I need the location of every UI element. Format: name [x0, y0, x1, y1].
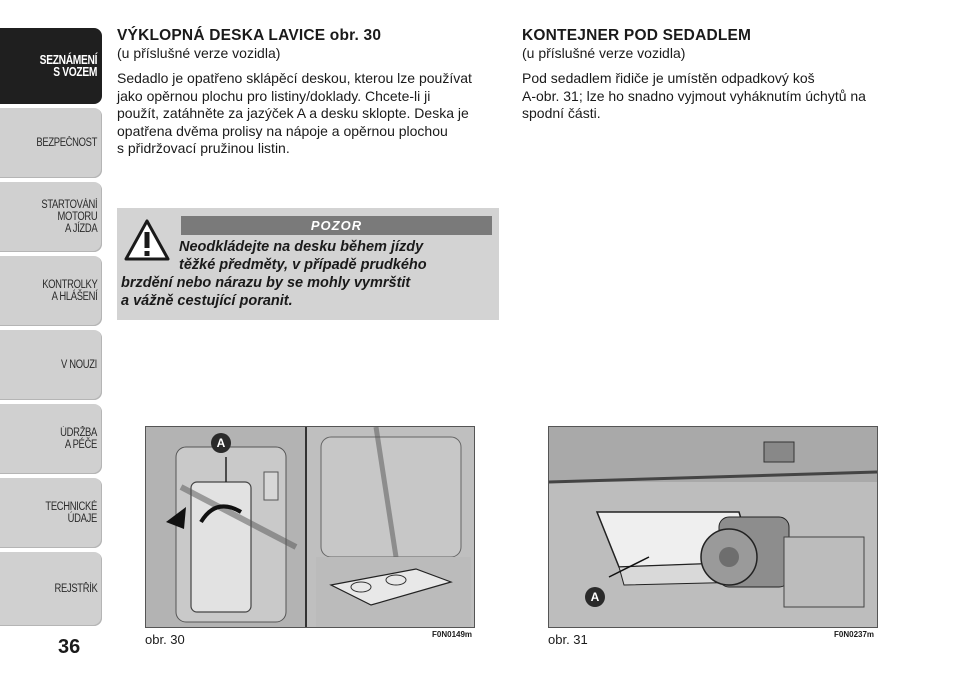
- tab-label: ÚDRŽBA A PÉČE: [60, 427, 98, 451]
- figure-30-image: [145, 426, 475, 628]
- warning-text: [121, 238, 493, 310]
- section-body: Sedadlo je opatřeno sklápěcí deskou, kterou lze používat jako opěrnou plochu pro listiny/doklady. Chcete-li ji použít, zatáhněte za jazýček A a desku sklopte. Deska je opatřena dvěma prolisy na nápoje a opěrnou plochou s přidržovací pružinou listin.: [117, 70, 472, 156]
- warning-line: a vážně cestující poranit.: [121, 293, 293, 309]
- tab-seznameni-s-vozem[interactable]: [0, 28, 102, 104]
- tab-kontrolky[interactable]: [0, 256, 102, 326]
- tab-label: REJSTŘÍK: [54, 583, 98, 595]
- tab-bezpecnost[interactable]: [0, 108, 102, 178]
- tab-startovani-motoru[interactable]: [0, 182, 102, 252]
- warning-box: [117, 208, 499, 320]
- section-folding-table: [117, 26, 505, 158]
- tab-label: TECHNICKÉ ÚDAJE: [45, 501, 98, 525]
- figure-caption: obr. 31: [548, 632, 588, 647]
- section-title: VÝKLOPNÁ DESKA LAVICE obr. 30: [117, 27, 382, 44]
- marker-a-badge: A: [211, 433, 231, 453]
- section-body: Pod sedadlem řidiče je umístěn odpadkový koš A-obr. 31; lze ho snadno vyjmout vyháknutím úchytů na spodní části.: [522, 70, 866, 121]
- tab-label: KONTROLKY A HLÁŠENÍ: [41, 279, 98, 303]
- warning-line: těžké předměty, v případě prudkého: [179, 257, 427, 273]
- tab-rejstrik[interactable]: [0, 552, 102, 626]
- tab-label: SEZNÁMENÍ S VOZEM: [39, 53, 98, 79]
- warning-header: POZOR: [181, 216, 492, 235]
- figure-code: F0N0237m: [834, 630, 875, 639]
- tab-label: STARTOVÁNÍ MOTORU A JÍZDA: [41, 199, 98, 235]
- section-title: KONTEJNER POD SEDADLEM: [522, 27, 752, 44]
- tab-technicke-udaje[interactable]: [0, 478, 102, 548]
- warning-line: brzdění nebo nárazu by se mohly vymrštit: [121, 275, 411, 291]
- section-subtitle: (u příslušné verze vozidla): [117, 45, 281, 61]
- page-number: 36: [58, 636, 81, 658]
- tab-udrzba[interactable]: [0, 404, 102, 474]
- section-subtitle: (u příslušné verze vozidla): [522, 45, 686, 61]
- seat-table-illustration: [146, 427, 474, 627]
- tab-label: BEZPEČNOST: [36, 137, 98, 149]
- figure-code: F0N0149m: [432, 630, 473, 639]
- warning-line: Neodkládejte na desku během jízdy: [179, 239, 424, 255]
- figure-caption: obr. 30: [145, 632, 185, 647]
- section-under-seat-container: [522, 26, 917, 123]
- tab-v-nouzi[interactable]: [0, 330, 102, 400]
- tab-label: V NOUZI: [61, 359, 98, 371]
- marker-a-badge: A: [585, 587, 605, 607]
